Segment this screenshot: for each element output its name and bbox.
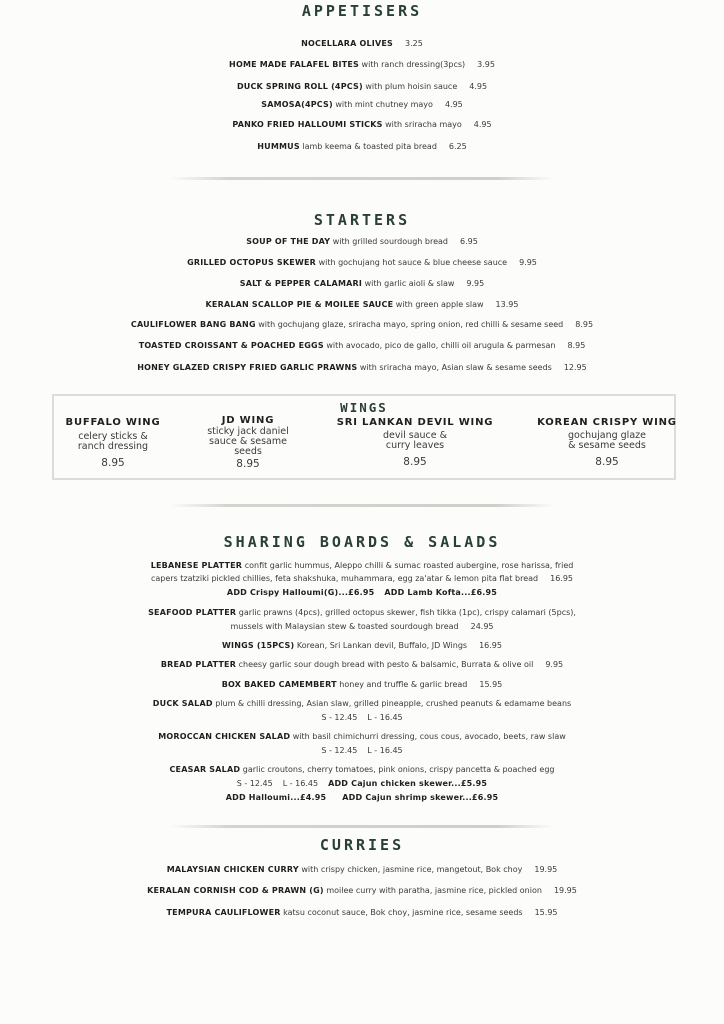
price-large: L - 16.45 bbox=[367, 713, 403, 722]
menu-item bbox=[0, 339, 724, 352]
item-name: KERALAN SCALLOP PIE & MOILEE SAUCE bbox=[205, 300, 394, 309]
menu-item bbox=[0, 318, 724, 331]
price-small: S - 12.45 bbox=[236, 779, 273, 788]
menu-item-continued bbox=[0, 620, 724, 633]
wing-desc: ranch dressing bbox=[77, 441, 149, 452]
menu-item bbox=[0, 863, 724, 876]
item-name: MOROCCAN CHICKEN SALAD bbox=[158, 732, 291, 741]
price-large: L - 16.45 bbox=[367, 746, 403, 755]
wing-desc: gochujang glaze bbox=[568, 430, 646, 441]
item-name: TOASTED CROISSANT & POACHED EGGS bbox=[138, 341, 324, 350]
menu-item bbox=[0, 763, 724, 776]
item-name: TEMPURA CAULIFLOWER bbox=[166, 908, 281, 917]
item-name: SEAFOOD PLATTER bbox=[148, 608, 237, 617]
menu-item bbox=[0, 118, 724, 131]
appetisers-heading: APPETISERS bbox=[301, 2, 423, 20]
item-price: 9.95 bbox=[545, 660, 564, 669]
add-on: ADD Cajun chicken skewer...£5.95 bbox=[328, 779, 488, 788]
item-name: DUCK SALAD bbox=[152, 699, 213, 708]
menu-item bbox=[0, 58, 724, 71]
wing-price: 8.95 bbox=[101, 457, 125, 469]
item-desc: capers tzatziki pickled chillies, feta shakshuka, muhammara, egg za'atar & lemon pita flat bread bbox=[150, 574, 539, 583]
menu-item bbox=[0, 906, 724, 919]
item-price: 12.95 bbox=[563, 363, 587, 372]
item-desc: garlic croutons, cherry tomatoes, pink onions, crispy pancetta & poached egg bbox=[242, 765, 555, 774]
menu-item-continued bbox=[0, 572, 724, 585]
menu-item bbox=[0, 678, 724, 691]
menu-item bbox=[0, 730, 724, 743]
item-price: 6.25 bbox=[448, 142, 467, 151]
item-price: 16.95 bbox=[550, 574, 574, 583]
item-desc: with sriracha mayo bbox=[385, 120, 462, 129]
item-price: 15.95 bbox=[534, 908, 558, 917]
item-price: 8.95 bbox=[575, 320, 594, 329]
item-desc: with grilled sourdough bread bbox=[332, 237, 448, 246]
item-name: DUCK SPRING ROLL (4PCS) bbox=[236, 82, 363, 91]
wing-price: 8.95 bbox=[403, 456, 427, 468]
menu-item bbox=[0, 697, 724, 710]
wing-desc: curry leaves bbox=[385, 440, 445, 451]
item-price: 24.95 bbox=[470, 622, 494, 631]
item-name: BOX BAKED CAMEMBERT bbox=[221, 680, 337, 689]
item-desc: Korean, Sri Lankan devil, Buffalo, JD Wings bbox=[296, 641, 468, 650]
item-desc: with mint chutney mayo bbox=[335, 100, 433, 109]
menu-item bbox=[0, 277, 724, 290]
item-price: 19.95 bbox=[534, 865, 558, 874]
menu-item bbox=[0, 37, 724, 50]
starters-heading: STARTERS bbox=[313, 211, 411, 229]
price-small: S - 12.45 bbox=[321, 746, 358, 755]
item-name: GRILLED OCTOPUS SKEWER bbox=[187, 258, 317, 267]
item-desc: katsu coconut sauce, Bok choy, jasmine rice, sesame seeds bbox=[283, 908, 523, 917]
item-price: 6.95 bbox=[459, 237, 478, 246]
section-divider bbox=[170, 825, 554, 828]
menu-item bbox=[0, 639, 724, 652]
item-name: SAMOSA(4PCS) bbox=[261, 100, 333, 109]
item-name: KERALAN CORNISH COD & PRAWN (G) bbox=[147, 886, 324, 895]
menu-item bbox=[0, 140, 724, 153]
item-price: 19.95 bbox=[553, 886, 577, 895]
item-desc: honey and truffle & garlic bread bbox=[339, 680, 468, 689]
item-desc: cheesy garlic sour dough bread with pesto & balsamic, Burrata & olive oil bbox=[238, 660, 534, 669]
menu-item bbox=[0, 80, 724, 93]
wing-item bbox=[534, 418, 680, 467]
wing-item bbox=[60, 418, 166, 468]
item-desc: with ranch dressing(3pcs) bbox=[361, 60, 466, 69]
item-price: 9.95 bbox=[466, 279, 485, 288]
wings-heading: WINGS bbox=[340, 400, 388, 415]
wing-price: 8.95 bbox=[236, 458, 260, 470]
item-price: 4.95 bbox=[444, 100, 463, 109]
curries-heading: CURRIES bbox=[319, 836, 405, 854]
menu-item bbox=[0, 235, 724, 248]
item-name: BREAD PLATTER bbox=[160, 660, 237, 669]
wing-item bbox=[332, 418, 498, 467]
wing-desc: & sesame seeds bbox=[568, 440, 646, 451]
item-name: HONEY GLAZED CRISPY FRIED GARLIC PRAWNS bbox=[137, 363, 358, 372]
menu-item bbox=[0, 256, 724, 269]
wing-desc: devil sauce & bbox=[382, 430, 448, 441]
item-desc: plum & chilli dressing, Asian slaw, grilled pineapple, crushed peanuts & edamame beans bbox=[215, 699, 572, 708]
item-name: HUMMUS bbox=[257, 142, 300, 151]
item-price: 15.95 bbox=[479, 680, 503, 689]
item-name: PANKO FRIED HALLOUMI STICKS bbox=[232, 120, 383, 129]
item-price: 16.95 bbox=[479, 641, 502, 650]
price-sizes bbox=[0, 777, 724, 790]
item-desc: garlic prawns (4pcs), grilled octopus skewer, fish tikka (1pc), crispy calamari (5pcs), bbox=[238, 608, 576, 617]
wing-name: BUFFALO WING bbox=[65, 417, 161, 428]
item-desc: with gochujang hot sauce & blue cheese sauce bbox=[318, 258, 508, 267]
item-price: 4.95 bbox=[473, 120, 492, 129]
item-desc: with basil chimichurri dressing, cous cous, avocado, beets, raw slaw bbox=[292, 732, 566, 741]
item-desc: with gochujang glaze, sriracha mayo, spring onion, red chilli & sesame seed bbox=[258, 320, 564, 329]
price-small: S - 12.45 bbox=[321, 713, 358, 722]
item-price: 3.25 bbox=[405, 39, 423, 48]
section-divider bbox=[170, 177, 554, 180]
item-name: CAULIFLOWER BANG BANG bbox=[130, 320, 256, 329]
menu-item bbox=[0, 658, 724, 671]
add-on: ADD Halloumi...£4.95 bbox=[225, 793, 327, 802]
menu-item bbox=[0, 884, 724, 897]
wing-desc: celery sticks & bbox=[78, 431, 148, 442]
price-sizes bbox=[0, 711, 724, 724]
item-desc: with green apple slaw bbox=[395, 300, 484, 309]
price-sizes bbox=[0, 744, 724, 757]
item-desc: lamb keema & toasted pita bread bbox=[302, 142, 437, 151]
item-price: 4.95 bbox=[469, 82, 488, 91]
wing-item bbox=[196, 416, 300, 469]
section-divider bbox=[170, 504, 554, 507]
item-name: WINGS (15PCS) bbox=[222, 641, 295, 650]
item-desc: with plum hoisin sauce bbox=[365, 82, 458, 91]
add-on-line bbox=[0, 791, 724, 804]
item-name: SOUP OF THE DAY bbox=[246, 237, 331, 246]
wing-name: KOREAN CRISPY WING bbox=[537, 417, 677, 428]
item-desc: with sriracha mayo, Asian slaw & sesame seeds bbox=[359, 363, 552, 372]
menu-item bbox=[0, 606, 724, 619]
add-on: ADD Crispy Halloumi(G)...£6.95 bbox=[226, 588, 375, 597]
item-desc: confit garlic hummus, Aleppo chilli & sumac roasted aubergine, rose harissa, fried bbox=[244, 561, 574, 570]
item-price: 13.95 bbox=[495, 300, 519, 309]
wing-desc: seeds bbox=[234, 446, 262, 457]
item-desc: mussels with Malaysian stew & toasted sourdough bread bbox=[230, 622, 459, 631]
add-on: ADD Lamb Kofta...£6.95 bbox=[384, 588, 498, 597]
item-name: MALAYSIAN CHICKEN CURRY bbox=[166, 865, 299, 874]
item-desc: with crispy chicken, jasmine rice, mangetout, Bok choy bbox=[301, 865, 523, 874]
price-large: L - 16.45 bbox=[282, 779, 319, 788]
item-price: 3.95 bbox=[477, 60, 495, 69]
menu-item bbox=[0, 361, 724, 374]
item-name: SALT & PEPPER CALAMARI bbox=[239, 279, 363, 288]
item-name: NOCELLARA OLIVES bbox=[301, 39, 394, 48]
menu-item bbox=[0, 298, 724, 311]
item-name: LEBANESE PLATTER bbox=[150, 561, 243, 570]
sharing-heading: SHARING BOARDS & SALADS bbox=[223, 533, 501, 551]
item-desc: with avocado, pico de gallo, chilli oil arugula & parmesan bbox=[326, 341, 556, 350]
wing-name: SRI LANKAN DEVIL WING bbox=[336, 417, 494, 428]
item-desc: moilee curry with paratha, jasmine rice, pickled onion bbox=[326, 886, 542, 895]
wings-box bbox=[52, 394, 676, 480]
item-price: 8.95 bbox=[567, 341, 586, 350]
wing-desc: sauce & sesame bbox=[209, 436, 287, 447]
item-name: CEASAR SALAD bbox=[169, 765, 241, 774]
menu-item bbox=[0, 559, 724, 572]
item-price: 9.95 bbox=[519, 258, 537, 267]
add-on-line bbox=[0, 586, 724, 599]
wing-desc: sticky jack daniel bbox=[207, 426, 289, 437]
add-on: ADD Cajun shrimp skewer...£6.95 bbox=[342, 793, 499, 802]
item-name: HOME MADE FALAFEL BITES bbox=[229, 60, 359, 69]
wing-price: 8.95 bbox=[595, 456, 619, 468]
item-desc: with garlic aioli & slaw bbox=[364, 279, 455, 288]
menu-item bbox=[0, 98, 724, 111]
wing-name: JD WING bbox=[221, 415, 275, 426]
